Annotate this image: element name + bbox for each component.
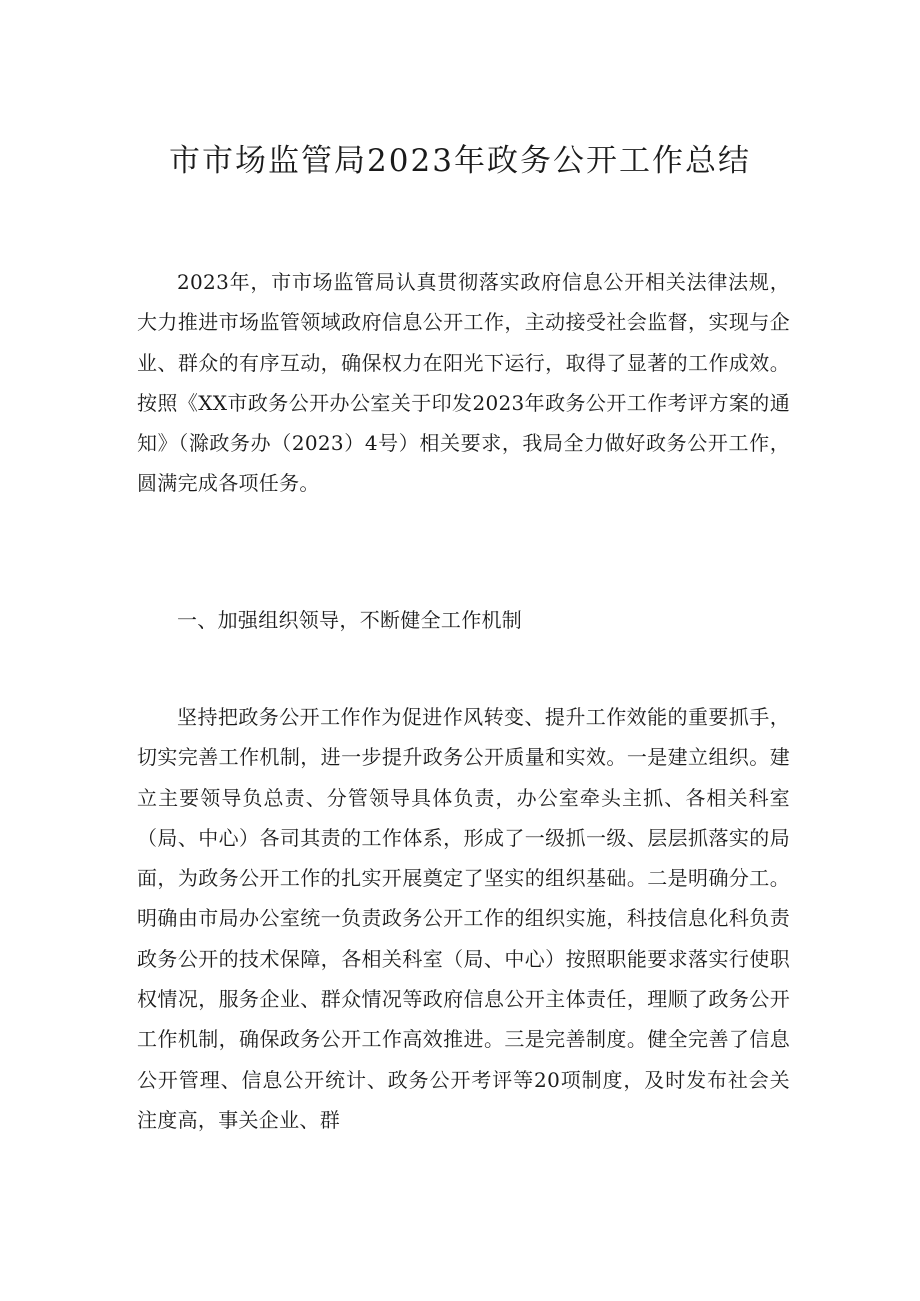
section-heading: 一、加强组织领导，不断健全工作机制 xyxy=(177,608,523,632)
section-body-paragraph: 坚持把政务公开工作作为促进作风转变、提升工作效能的重要抓手，切实完善工作机制，进一步提升政务公开质量和实效。一是建立组织。建立主要领导负总责、分管领导具体负责，办公室牵头主抓、各相关科室（局、中心）各司其责的工作体系，形成了一级抓一级、层层抓落实的局面，为政务公开工作的扎实开展奠定了坚实的组织基础。二是明确分工。明确由市局办公室统一负责政务公开工作的组织实施，科技信息化科负责政务公开的技术保障，各相关科室（局、中心）按照职能要求落实行使职权情况，服务企业、群众情况等政府信息公开主体责任，理顺了政务公开工作机制，确保政务公开工作高效推进。三是完善制度。健全完善了信息公开管理、信息公开统计、政务公开考评等20项制度，及时发布社会关注度高，事关企业、群 xyxy=(137,705,790,1132)
document-title: 市市场监管局2023年政务公开工作总结 xyxy=(169,143,751,179)
intro-paragraph: 2023年，市市场监管局认真贯彻落实政府信息公开相关法律法规，大力推进市场监管领域政府信息公开工作，主动接受社会监督，实现与企业、群众的有序互动，确保权力在阳光下运行，取得了显著的工作成效。按照《XX市政务公开办公室关于印发2023年政务公开工作考评方案的通知》（滁政务办（2023）4号）相关要求，我局全力做好政务公开工作，圆满完成各项任务。 xyxy=(137,270,790,496)
